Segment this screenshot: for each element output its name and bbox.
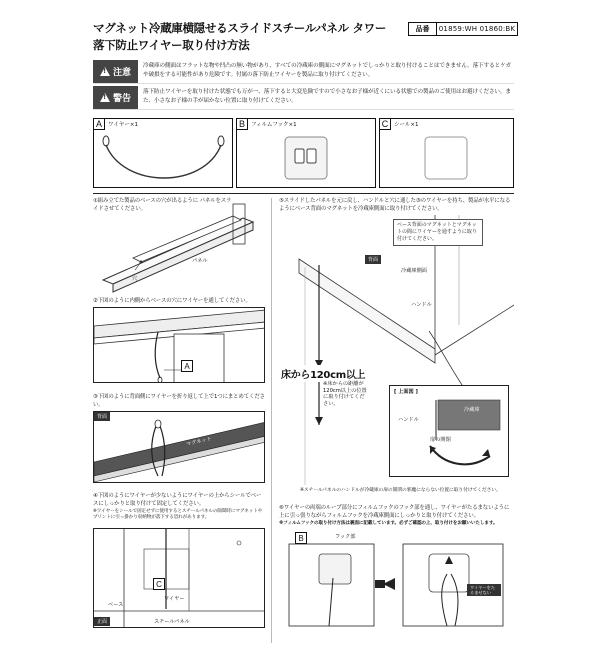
top-view-label: [ 上面図 ] [394, 389, 418, 395]
caution-row [93, 60, 514, 84]
part-c-box [379, 118, 514, 188]
wire-folded-back-illustration [94, 412, 265, 483]
seal-fixing-illustration [94, 529, 265, 628]
step-2-text: ②下図のように内側からベースの穴にワイヤーを通してください。 [93, 298, 251, 304]
warning-triangle-icon [100, 93, 110, 102]
step-5-handle-label: ハンドル [411, 302, 432, 308]
back-view-tag: 背面 [94, 412, 110, 421]
step-1-panel-label: パネル [192, 258, 208, 264]
warning-label: 警告 [112, 94, 131, 104]
warning-triangle-icon [100, 67, 110, 76]
warning-text: 落下防止ワイヤーを取り付けた状態でも万が一、落下すると大変危険ですので小さなお子様が近くにいる状態での製品のご使用はお避けください。また、小さなお子様の手が届かない位置に取り付けてください。 [143, 89, 511, 104]
part-b-name: フィルムフック×1 [251, 122, 297, 128]
wire-icon [94, 119, 234, 189]
top-view-figure [389, 385, 509, 477]
part-b-letter: B [236, 118, 248, 130]
callout-c: C [153, 578, 165, 590]
step-4-text: ④下図のようにワイヤーが少ないようにワイヤーの上からシールでベースにしっかりと取り付けて固定してください。 [93, 493, 262, 507]
step-5-text: ⑤スライドしたパネルを元に戻し、ハンドルと穴に通した③のワイヤーを持ち、製品が水平になるようにベース背面のマグネットを冷蔵庫側面に取り付けてください。 [279, 198, 511, 212]
step-4-wire-label: ワイヤー [164, 596, 185, 602]
step-5-footnote: ※スチールパネルのハンドルが冷蔵庫の扉の開閉の邪魔にならない位置に取り付けてください。 [300, 488, 501, 493]
height-note: ※床からの距離が120cm以上の位置に取り付けてください。 [323, 381, 367, 407]
step-6-figure [279, 528, 514, 628]
film-hook-icon [237, 119, 377, 189]
step-1-figure [93, 198, 268, 293]
warning-row [93, 86, 514, 110]
part-number-box [408, 22, 518, 36]
part-a-letter: A [93, 118, 105, 130]
step-5-note: ベース背面のマグネットとマグネットの間にワイヤーを通すように取り付けてください。 [393, 219, 483, 246]
front-view-tag: 正面 [94, 617, 110, 626]
page-title [93, 20, 393, 54]
warning-badge [93, 86, 138, 109]
step-3-text: ③下図のように背面側にワイヤーを折り返して上で1つにまとめてください。 [93, 394, 265, 408]
title-line-1: マグネット冷蔵庫横隠せるスライドスチールパネル タワー [93, 21, 387, 35]
step-4-panel-label: スチールパネル [154, 619, 190, 625]
step-4-note: ※ワイヤーをシールで固定せずに使用するとスチールパネルの隙間時にマグネットやプリントに引っ掛かり収納物が落下する恐れがあります。 [93, 509, 263, 521]
caution-text: 冷蔵庫の側面はフラットな物や凹凸の無い物があり、すべての冷蔵庫の側面にマグネットでしっかりと取り付けることはできません。落下するとケガや破損をする可能性があり危険です。付属の落下防止ワイヤーを製品に取り付けてください。 [143, 63, 512, 78]
step-4-figure [93, 528, 265, 628]
top-view-handle-label: ハンドル [398, 417, 419, 423]
wire-through-hole-illustration [94, 308, 265, 383]
part-a-box [93, 118, 233, 188]
callout-a: A [181, 360, 193, 372]
column-divider [271, 198, 272, 643]
hook-attach-illustration [279, 528, 514, 628]
height-requirement-label: 床から120cm以上 [279, 365, 367, 382]
caution-badge [93, 60, 138, 83]
divider [93, 193, 514, 194]
step-6-text: ⑥ワイヤーの両端のループ部分にフィルムフックのフック部を通し、ワイヤーがたるまないように上に引っ張りながらフィルムフックを冷蔵庫側面にしっかりと取り付けてください。 [279, 505, 510, 519]
hook-part-label: フック部 [335, 534, 356, 540]
part-number-label: 品番 [409, 23, 437, 35]
step-1-hole-label: 穴 [132, 276, 138, 282]
step-5-figure [279, 215, 514, 485]
no-slack-warning-tag: ワイヤーをたるませない [467, 584, 501, 596]
part-c-letter: C [379, 118, 391, 130]
step-6-callout-b: B [295, 532, 307, 544]
fridge-label: 冷蔵庫 [464, 407, 480, 413]
step-4-base-label: ベース [108, 602, 124, 608]
step-2-figure [93, 307, 265, 383]
magnet-label: マグネット [185, 436, 213, 448]
part-number-value: 01859:WH 01860:BK [438, 25, 516, 33]
top-view-illustration [390, 386, 509, 477]
step-5-back-tag: 背面 [365, 255, 381, 264]
door-swing-label: 扉の開閉 [430, 437, 451, 443]
part-a-name: ワイヤー×1 [108, 122, 138, 128]
step-1-text: ①組み立てた製品のベースの穴が出るように パネルをスライドさせてください。 [93, 198, 232, 212]
part-c-name: シール×1 [394, 122, 419, 128]
title-line-2: 落下防止ワイヤー取り付け方法 [93, 38, 250, 52]
fridge-side-label: 冷蔵庫側面 [401, 268, 427, 274]
seal-icon [380, 119, 515, 189]
caution-label: 注意 [112, 68, 131, 78]
step-3-figure [93, 411, 265, 483]
step-6-note: ※フィルムフックの取り付け方法は裏面に記載しています。必ずご確認の上、取り付けをお願いいたします。 [279, 521, 498, 526]
part-b-box [236, 118, 376, 188]
